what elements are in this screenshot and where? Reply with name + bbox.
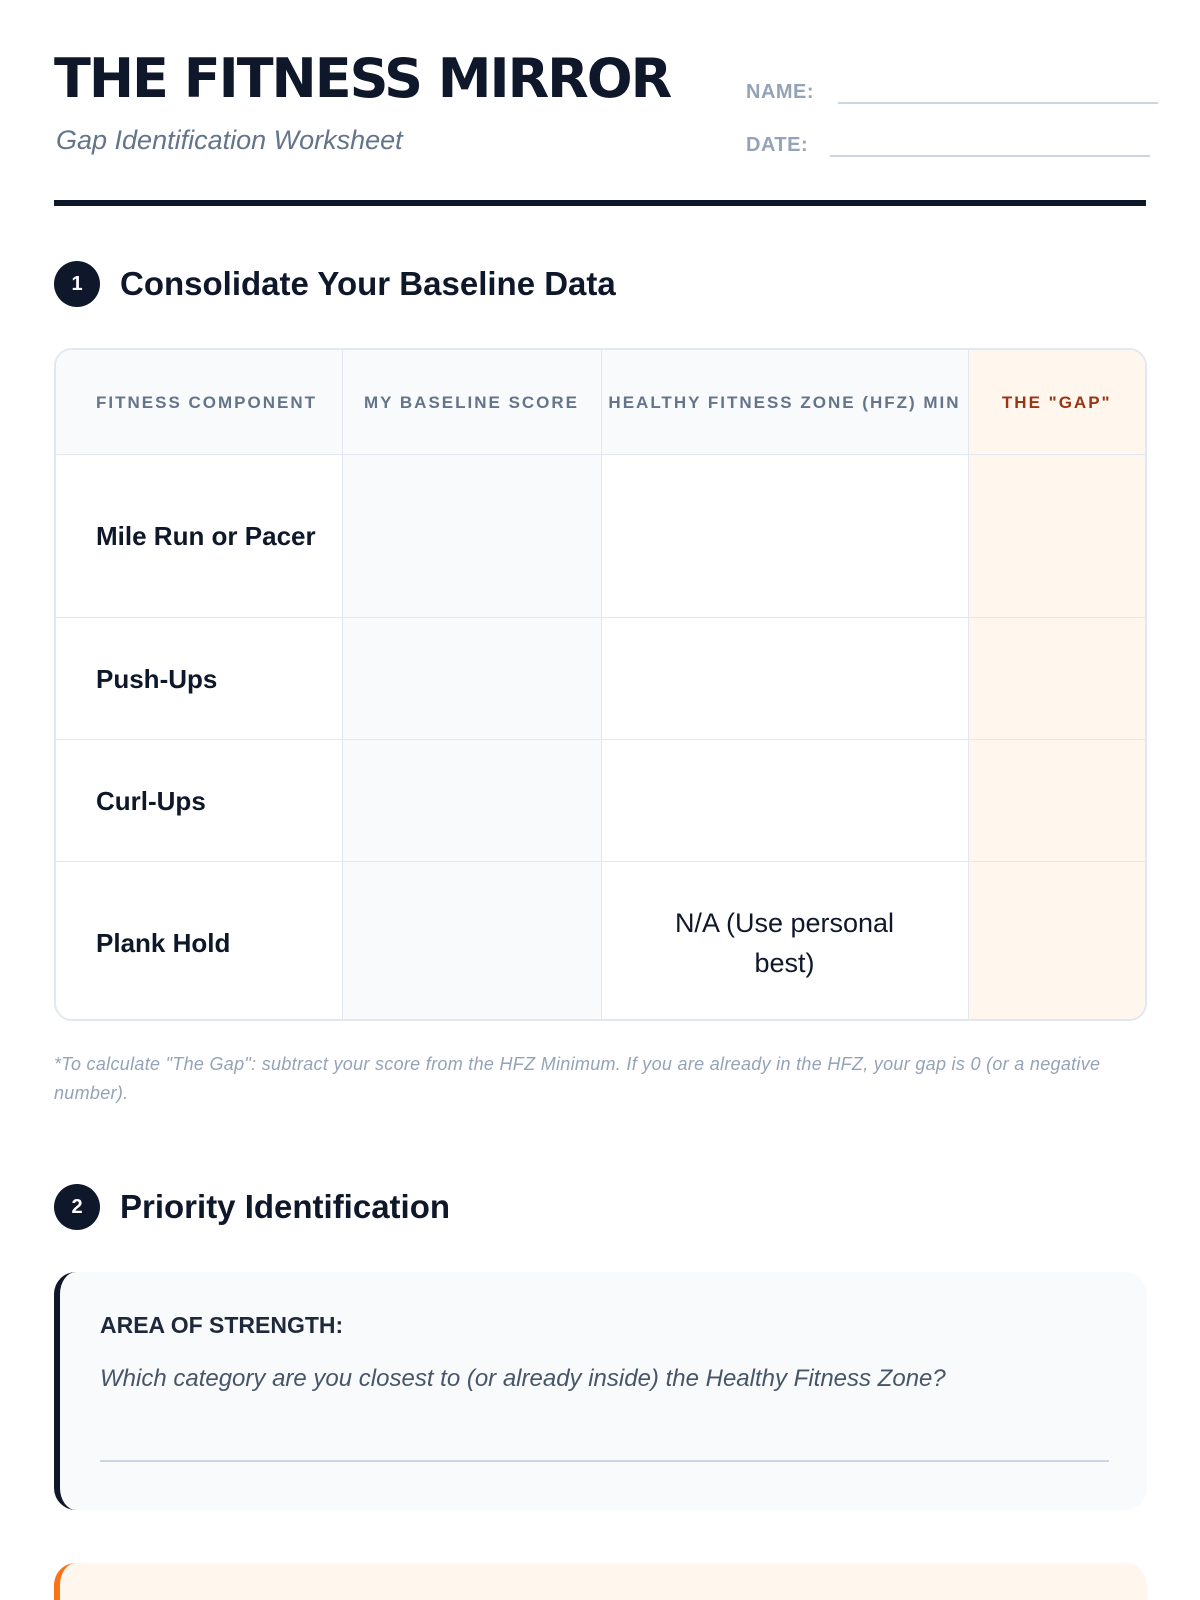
component-cell: Push-Ups: [56, 618, 342, 740]
header-gap: THE "GAP": [968, 350, 1145, 455]
section-title: Priority Identification: [120, 1188, 451, 1225]
worksheet-header: [54, 0, 1146, 206]
gap-cell[interactable]: [968, 618, 1145, 740]
date-label: DATE:: [746, 134, 809, 156]
name-field: [746, 72, 1158, 104]
hfz-cell[interactable]: [601, 455, 968, 618]
area-of-growth-card: [54, 1563, 1147, 1600]
area-of-strength-card: [54, 1272, 1147, 1510]
gap-cell[interactable]: [968, 862, 1145, 1022]
strength-heading: AREA OF STRENGTH:: [100, 1312, 344, 1338]
header-hfz-min: HEALTHY FITNESS ZONE (HFZ) MIN: [601, 350, 968, 455]
hfz-cell[interactable]: [601, 618, 968, 740]
baseline-cell[interactable]: [342, 618, 601, 740]
baseline-cell[interactable]: [342, 455, 601, 618]
name-input-line[interactable]: [838, 72, 1158, 104]
hfz-cell[interactable]: [601, 740, 968, 862]
section-title: Consolidate Your Baseline Data: [120, 265, 616, 302]
section-number-badge: 1: [54, 261, 100, 307]
header-baseline-score: MY BASELINE SCORE: [342, 350, 601, 455]
baseline-cell[interactable]: [342, 740, 601, 862]
gap-cell[interactable]: [968, 455, 1145, 618]
name-label: NAME:: [746, 81, 815, 103]
component-cell: Plank Hold: [56, 862, 342, 1022]
section-1-heading: [54, 261, 616, 307]
baseline-cell[interactable]: [342, 862, 601, 1022]
section-number-badge: 2: [54, 1184, 100, 1230]
header-fitness-component: FITNESS COMPONENT: [56, 350, 342, 455]
component-cell: Curl-Ups: [56, 740, 342, 862]
baseline-data-table: [54, 348, 1147, 1021]
gap-cell[interactable]: [968, 740, 1145, 862]
strength-answer-line[interactable]: [100, 1460, 1109, 1462]
strength-question: Which category are you closest to (or already inside) the Healthy Fitness Zone?: [100, 1365, 946, 1392]
date-field: [746, 125, 1150, 157]
worksheet-subtitle: Gap Identification Worksheet: [56, 125, 403, 155]
worksheet-title: THE FITNESS MIRROR: [54, 47, 671, 110]
hfz-cell: N/A (Use personal best): [601, 862, 968, 1022]
table-row: [56, 740, 1145, 862]
table-row: [56, 862, 1145, 1022]
gap-calculation-note: *To calculate "The Gap": subtract your score from the HFZ Minimum. If you are already in the HFZ, your gap is 0 (or a negative number).: [54, 1054, 1101, 1103]
component-cell: Mile Run or Pacer: [56, 455, 342, 618]
table-row: [56, 618, 1145, 740]
section-2-heading: [54, 1184, 450, 1230]
table-row: [56, 455, 1145, 618]
date-input-line[interactable]: [830, 125, 1150, 157]
